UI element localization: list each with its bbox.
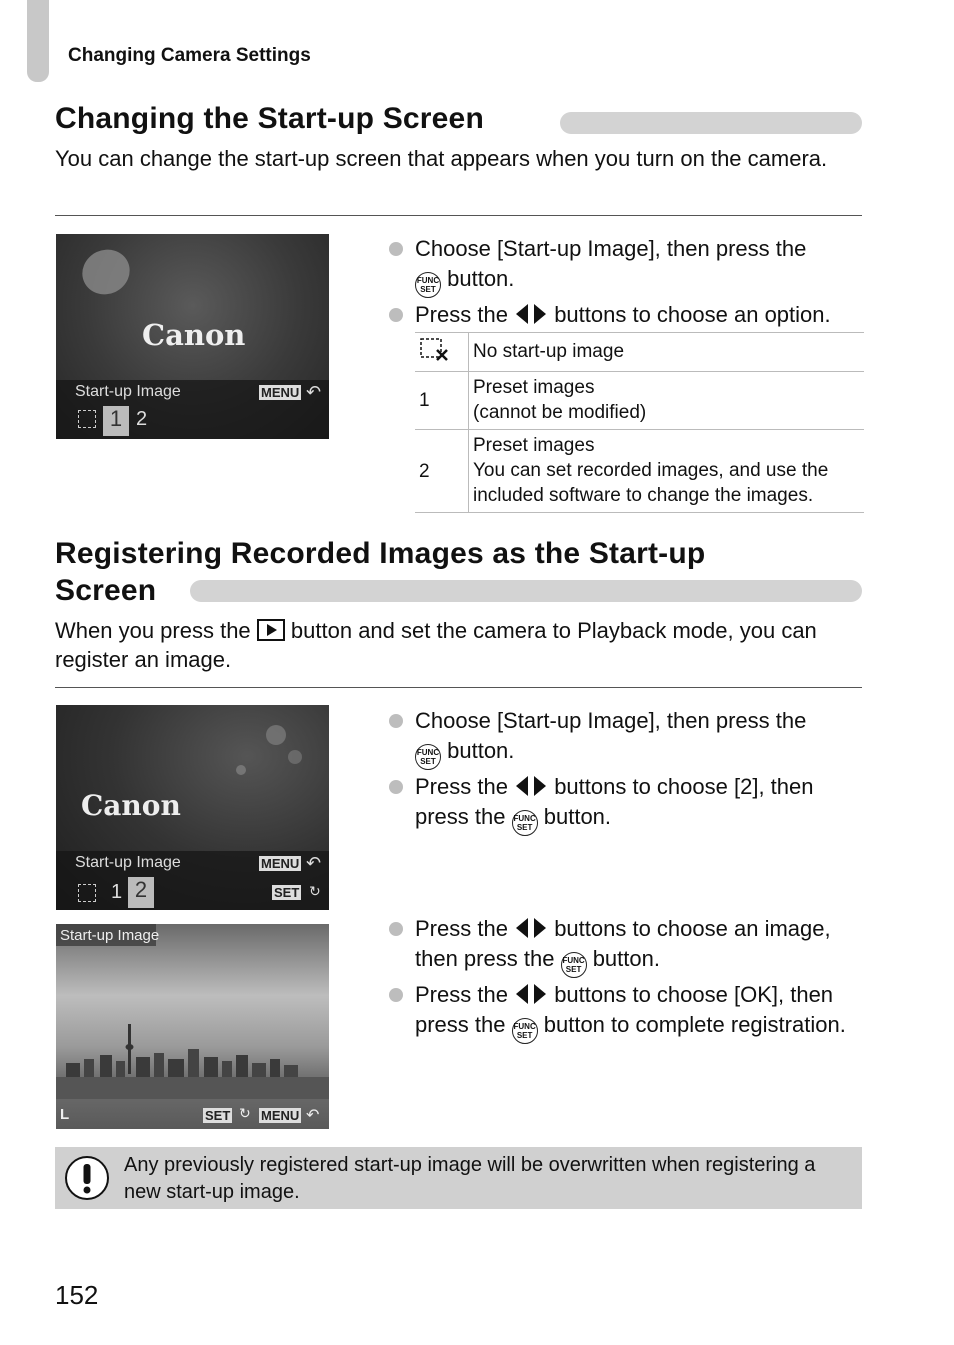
section2-steps-b bbox=[389, 914, 869, 1046]
divider bbox=[55, 687, 862, 688]
option-2: 2 bbox=[136, 408, 148, 430]
running-head: Changing Camera Settings bbox=[68, 45, 311, 66]
bokeh-spot bbox=[266, 725, 286, 745]
left-right-arrows-icon bbox=[514, 775, 548, 797]
step: Choose [Start-up Image], then press the FUNC SET button. bbox=[389, 234, 869, 298]
screen-label: Start-up Image bbox=[75, 383, 181, 400]
table-row bbox=[415, 372, 864, 430]
screen-label: Start-up Image bbox=[60, 927, 160, 944]
bokeh-spot bbox=[288, 750, 302, 764]
section2-title-line1: Registering Recorded Images as the Start-up bbox=[55, 537, 706, 570]
no-startup-icon bbox=[78, 884, 96, 902]
table-row bbox=[415, 333, 864, 372]
row-text: included software to change the images. bbox=[473, 485, 814, 506]
options-table bbox=[415, 332, 864, 513]
row-text: (cannot be modified) bbox=[473, 402, 647, 423]
section2-intro: When you press the button and set the camera to Playback mode, you can register an image. bbox=[55, 618, 817, 672]
left-right-arrows-icon bbox=[514, 983, 548, 1005]
menu-badge: MENU bbox=[261, 856, 300, 871]
canon-logo: Canon bbox=[142, 318, 246, 352]
camera-screen-playback bbox=[56, 924, 329, 1129]
func-set-icon: FUNC SET bbox=[512, 810, 538, 836]
page-number: 152 bbox=[55, 1280, 99, 1310]
title-bar bbox=[190, 580, 862, 602]
section2-title-line2: Screen bbox=[55, 574, 157, 607]
title-bar bbox=[560, 112, 862, 134]
func-set-icon: FUNC SET bbox=[561, 952, 587, 978]
step: Press the buttons to choose an image, then press the FUNC SET button. bbox=[389, 914, 869, 978]
thumb-tab bbox=[27, 0, 49, 82]
row-key: 1 bbox=[415, 372, 469, 430]
option-1: 1 bbox=[111, 881, 123, 903]
func-set-icon: FUNC SET bbox=[415, 744, 441, 770]
func-set-icon: FUNC SET bbox=[415, 272, 441, 298]
caution-icon bbox=[64, 1155, 110, 1201]
set-badge: SET bbox=[205, 1108, 231, 1123]
bokeh-spot bbox=[236, 765, 246, 775]
row-text: Preset images bbox=[473, 435, 595, 456]
city-skyline bbox=[56, 1019, 329, 1099]
screen-label: Start-up Image bbox=[75, 854, 181, 871]
step: Press the buttons to choose an option. bbox=[389, 300, 869, 330]
camera-screen-startup bbox=[56, 234, 329, 439]
section1-intro: You can change the start-up screen that appears when you turn on the camera. bbox=[55, 146, 828, 171]
section1-steps bbox=[389, 234, 869, 332]
left-right-arrows-icon bbox=[514, 303, 548, 325]
return-icon: ↶ bbox=[306, 853, 322, 873]
image-size-icon: L bbox=[60, 1106, 70, 1123]
set-badge: SET bbox=[274, 885, 300, 900]
rotate-icon: ↻ bbox=[309, 883, 321, 899]
step: Press the buttons to choose [2], then press the FUNC SET button. bbox=[389, 772, 869, 836]
return-icon: ↶ bbox=[306, 382, 322, 402]
left-right-arrows-icon bbox=[514, 917, 548, 939]
camera-screen-startup-2 bbox=[56, 705, 329, 910]
playback-icon bbox=[257, 619, 285, 641]
no-startup-icon bbox=[78, 410, 96, 428]
bokeh-spot bbox=[75, 242, 137, 302]
menu-badge: MENU bbox=[261, 1108, 300, 1123]
row-text: No start-up image bbox=[473, 341, 625, 362]
caution-text: Any previously registered start-up image will be overwritten when registering a new start-up image. bbox=[124, 1154, 816, 1203]
row-text: Preset images bbox=[473, 377, 595, 398]
func-set-icon: FUNC SET bbox=[512, 1018, 538, 1044]
menu-badge: MENU bbox=[261, 385, 300, 400]
table-row bbox=[415, 430, 864, 513]
row-key: 2 bbox=[415, 430, 469, 513]
section1-title: Changing the Start-up Screen bbox=[55, 102, 484, 135]
section2-steps-a bbox=[389, 706, 869, 838]
step: Choose [Start-up Image], then press the FUNC SET button. bbox=[389, 706, 869, 770]
canon-logo: Canon bbox=[81, 789, 181, 822]
option-2-selected: 2 bbox=[128, 877, 154, 908]
option-1-selected: 1 bbox=[103, 406, 129, 436]
step: Press the buttons to choose [OK], then press the FUNC SET button to complete registration. bbox=[389, 980, 869, 1044]
row-text: You can set recorded images, and use the bbox=[473, 460, 829, 481]
divider bbox=[55, 215, 862, 216]
no-startup-icon bbox=[419, 336, 449, 362]
rotate-icon: ↻ bbox=[239, 1105, 251, 1121]
caution-note bbox=[55, 1147, 862, 1209]
return-icon: ↶ bbox=[306, 1107, 320, 1124]
